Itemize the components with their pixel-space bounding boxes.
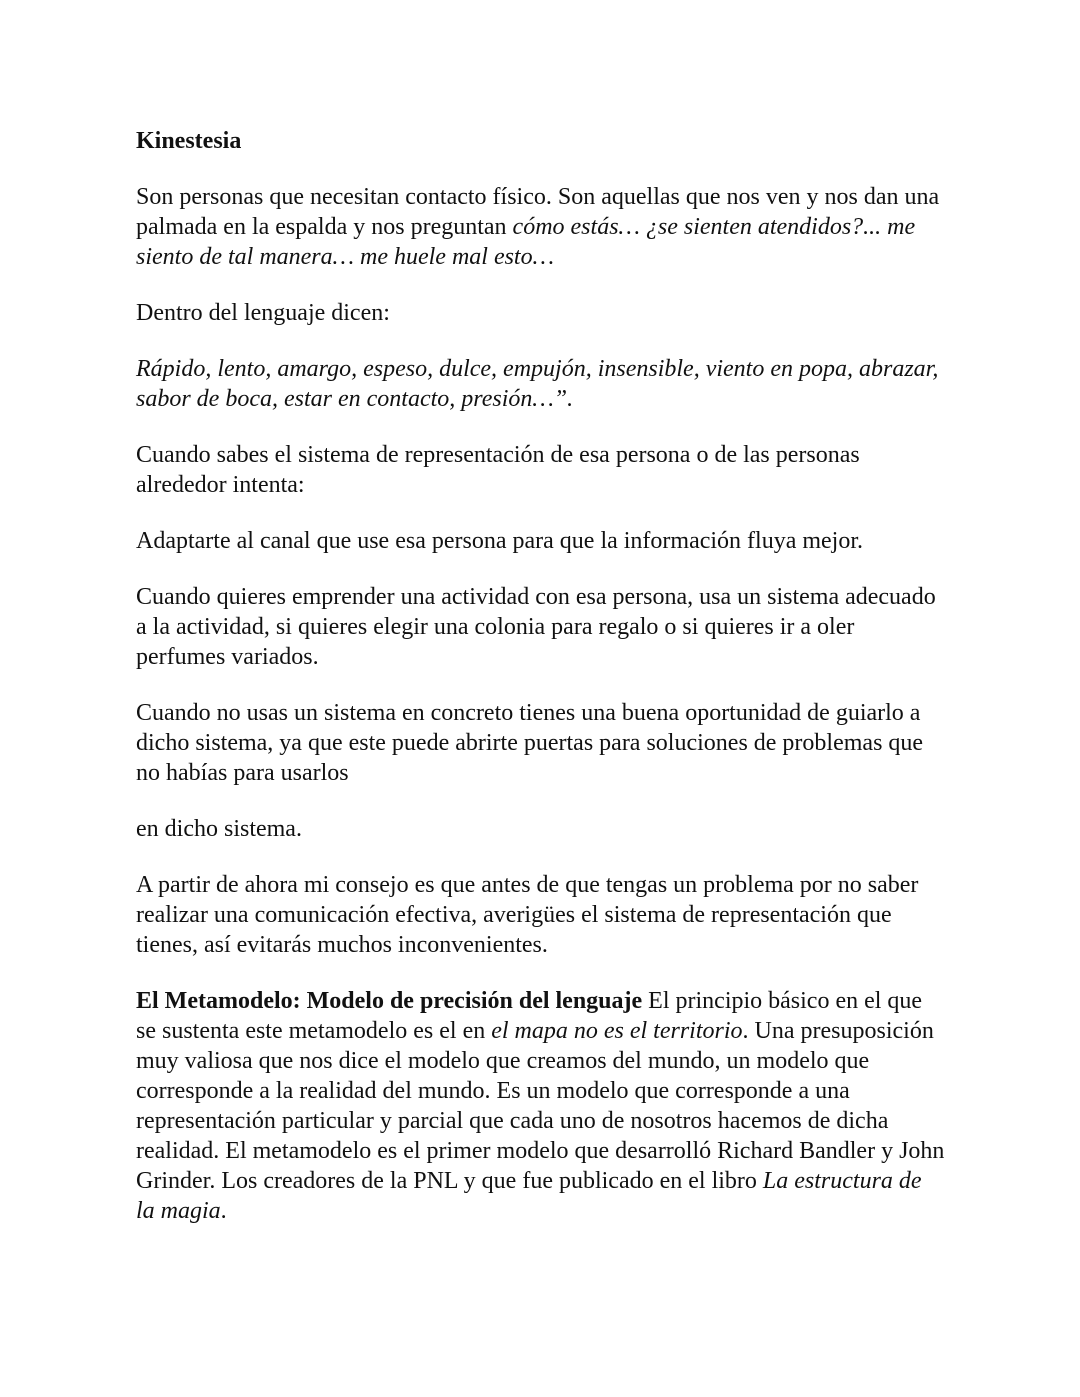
- italic-phrase: el mapa no es el territorio: [491, 1018, 743, 1044]
- paragraph-text: El principio básico en el que se sustenta este metamodelo es el en: [136, 988, 923, 1044]
- paragraph-text: .: [220, 1198, 227, 1224]
- document-page: [136, 126, 946, 1252]
- paragraph-text: . Una presuposición muy valiosa que nos dice el modelo que creamos del mundo, un modelo que corresponde a la realidad del mundo. Es un modelo que corresponde a una representación particular y parcial que cada uno de nosotros hacemos de dicha realidad. El metamodelo es el primer modelo que desarrolló Richard Bandler y John Grinder. Los creadores de la PNL y que fue publicado en el libro: [136, 1018, 945, 1194]
- paragraph-continuation: en dicho sistema.: [136, 816, 302, 842]
- paragraph-advice: A partir de ahora mi consejo es que antes de que tengas un problema por no saber realizar una comunicación efectiva, averigües el sistema de representación que tienes, así evitarás muchos inconvenientes.: [136, 872, 919, 958]
- italic-quote: cómo estás… ¿se sienten atendidos?... me siento de tal manera… me huele mal esto…: [136, 214, 916, 270]
- paragraph-language-intro: Dentro del lenguaje dicen:: [136, 300, 390, 326]
- paragraph-activity-system: Cuando quieres emprender una actividad con esa persona, usa un sistema adecuado a la actividad, si quieres elegir una colonia para regalo o si quieres ir a oler perfumes variados.: [136, 584, 936, 670]
- paragraph-metamodel: [136, 986, 946, 1226]
- paragraph-adapt-channel: Adaptarte al canal que use esa persona para que la información fluya mejor.: [136, 528, 864, 554]
- metamodel-heading: El Metamodelo: Modelo de precisión del lenguaje: [136, 988, 643, 1014]
- book-title: La estructura de la magia: [136, 1168, 922, 1224]
- paragraph-kinestesia-description: [136, 182, 946, 272]
- paragraph-representation-system: Cuando sabes el sistema de representación de esa persona o de las personas alrededor intenta:: [136, 442, 860, 498]
- section-heading: Kinestesia: [136, 128, 242, 154]
- paragraph-text: Son personas que necesitan contacto físico. Son aquellas que nos ven y nos dan una palmada en la espalda y nos preguntan: [136, 184, 940, 240]
- paragraph-guide-system: Cuando no usas un sistema en concreto tienes una buena oportunidad de guiarlo a dicho sistema, ya que este puede abrirte puertas para soluciones de problemas que no habías para usarlos: [136, 700, 924, 786]
- paragraph-kinesthetic-words: Rápido, lento, amargo, espeso, dulce, empujón, insensible, viento en popa, abrazar, sabor de boca, estar en contacto, presión…”.: [136, 356, 939, 412]
